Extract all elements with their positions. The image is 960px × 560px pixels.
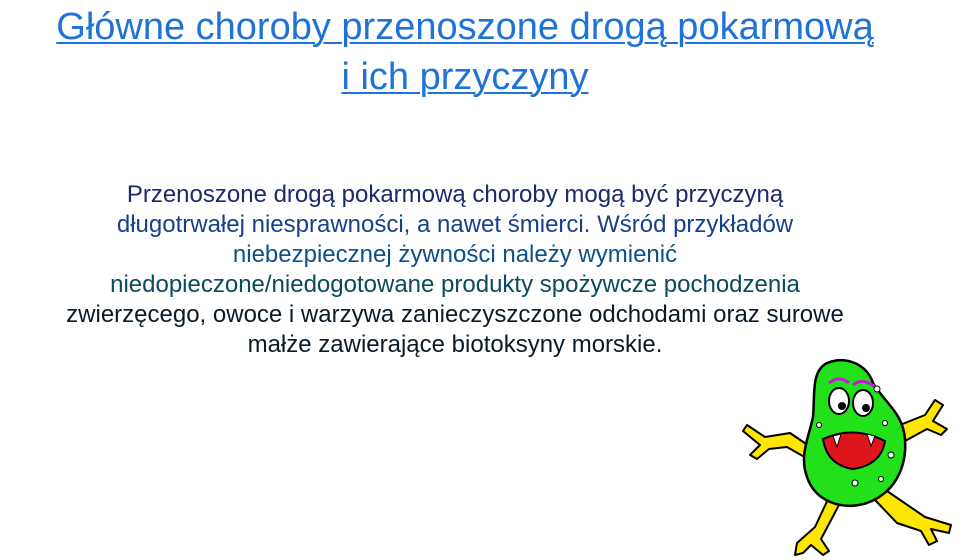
body-line-4: niedopieczone/niedogotowane produkty spożywcze pochodzenia <box>110 271 800 298</box>
body-paragraph <box>0 180 910 360</box>
germ-eye-left <box>829 388 849 414</box>
body-line-1: Przenoszone drogą pokarmową choroby mogą być przyczyną <box>126 181 784 208</box>
title-line-2: i ich przyczyny <box>341 56 589 98</box>
body-line-6: małże zawierające biotoksyny morskie. <box>247 331 663 358</box>
germ-eye-right <box>853 390 873 416</box>
slide-title <box>0 2 930 102</box>
title-line-1: Główne choroby przenoszone drogą pokarmową <box>56 6 874 48</box>
body-line-2: długotrwałej niesprawności, a nawet śmierci. Wśród przykładów <box>116 211 794 238</box>
germ-illustration <box>735 355 960 560</box>
body-line-3: niebezpiecznej żywności należy wymienić <box>232 241 678 268</box>
body-line-5: zwierzęcego, owoce i warzywa zanieczyszczone odchodami oraz surowe <box>66 301 844 328</box>
